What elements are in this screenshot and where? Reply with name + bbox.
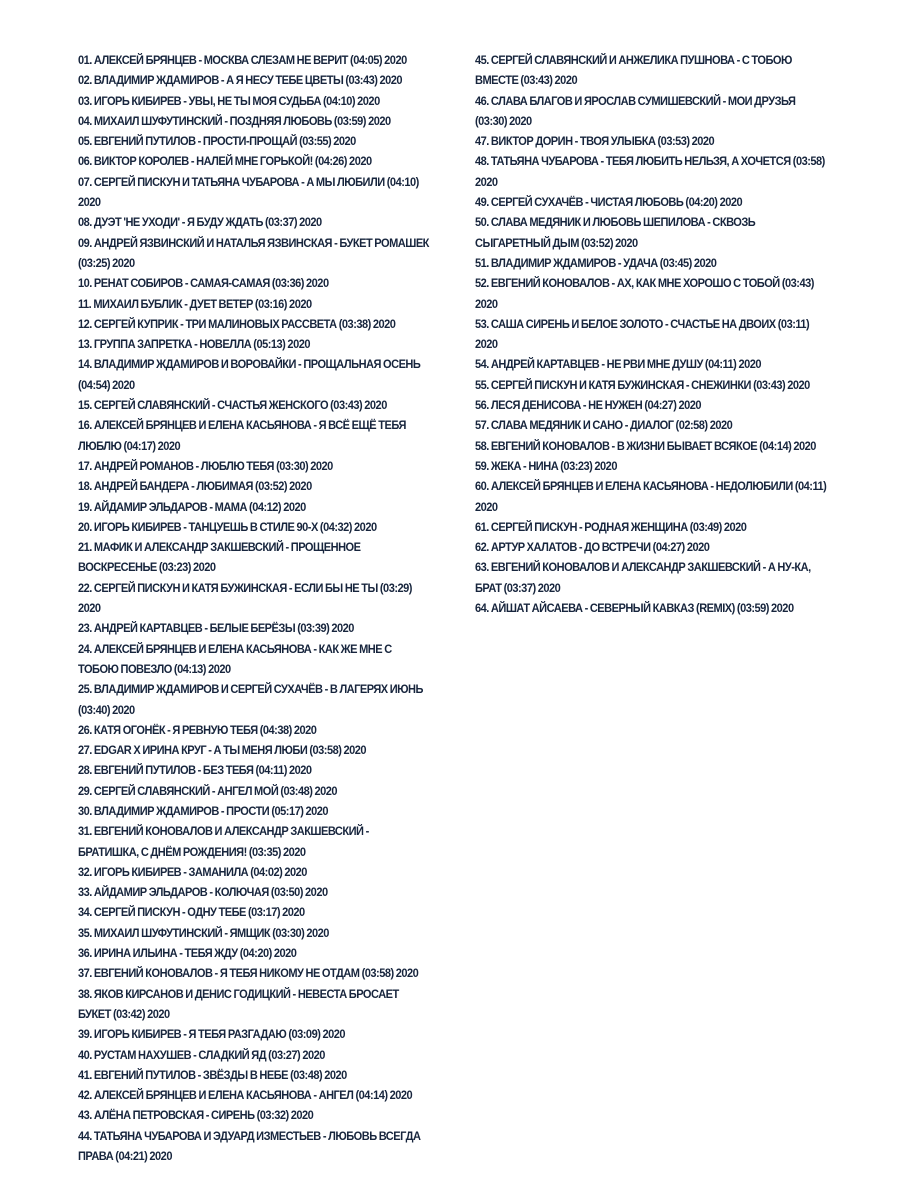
track-item: 46. СЛАВА БЛАГОВ И ЯРОСЛАВ СУМИШЕВСКИЙ - МОИ ДРУЗЬЯ (03:30) 2020	[475, 93, 796, 128]
track-item: 18. АНДРЕЙ БАНДЕРА - ЛЮБИМАЯ (03:52) 2020	[78, 479, 312, 494]
track-item: 60. АЛЕКСЕЙ БРЯНЦЕВ И ЕЛЕНА КАСЬЯНОВА - НЕДОЛЮБИЛИ (04:11) 2020	[475, 479, 827, 514]
track-item: 02. ВЛАДИМИР ЖДАМИРОВ - А Я НЕСУ ТЕБЕ ЦВЕТЫ (03:43) 2020	[78, 73, 403, 88]
track-item: 48. ТАТЬЯНА ЧУБАРОВА - ТЕБЯ ЛЮБИТЬ НЕЛЬЗЯ, А ХОЧЕТСЯ (03:58) 2020	[475, 154, 825, 189]
track-item: 50. СЛАВА МЕДЯНИК И ЛЮБОВЬ ШЕПИЛОВА - СКВОЗЬ СЫГАРЕТНЫЙ ДЫМ (03:52) 2020	[475, 215, 756, 250]
track-item: 51. ВЛАДИМИР ЖДАМИРОВ - УДАЧА (03:45) 2020	[475, 255, 717, 270]
track-item: 30. ВЛАДИМИР ЖДАМИРОВ - ПРОСТИ (05:17) 2020	[78, 803, 329, 818]
track-item: 17. АНДРЕЙ РОМАНОВ - ЛЮБЛЮ ТЕБЯ (03:30) 2020	[78, 458, 333, 473]
track-item: 10. РЕНАТ СОБИРОВ - САМАЯ-САМАЯ (03:36) 2020	[78, 276, 329, 291]
track-item: 59. ЖЕКА - НИНА (03:23) 2020	[475, 458, 617, 473]
track-item: 08. ДУЭТ 'НЕ УХОДИ' - Я БУДУ ЖДАТЬ (03:37) 2020	[78, 215, 322, 230]
track-item: 37. ЕВГЕНИЙ КОНОВАЛОВ - Я ТЕБЯ НИКОМУ НЕ ОТДАМ (03:58) 2020	[78, 966, 419, 981]
track-item: 43. АЛЁНА ПЕТРОВСКАЯ - СИРЕНЬ (03:32) 2020	[78, 1108, 314, 1123]
track-item: 44. ТАТЬЯНА ЧУБАРОВА И ЭДУАРД ИЗМЕСТЬЕВ - ЛЮБОВЬ ВСЕГДА ПРАВА (04:21) 2020	[78, 1128, 421, 1164]
track-item: 41. ЕВГЕНИЙ ПУТИЛОВ - ЗВЁЗДЫ В НЕБЕ (03:48) 2020	[78, 1067, 347, 1082]
track-item: 19. АЙДАМИР ЭЛЬДАРОВ - МАМА (04:12) 2020	[78, 499, 306, 514]
tracklist-left-column	[78, 50, 430, 1166]
track-item: 03. ИГОРЬ КИБИРЕВ - УВЫ, НЕ ТЫ МОЯ СУДЬБА (04:10) 2020	[78, 93, 380, 108]
track-item: 15. СЕРГЕЙ СЛАВЯНСКИЙ - СЧАСТЬЯ ЖЕНСКОГО (03:43) 2020	[78, 398, 387, 413]
track-item: 55. СЕРГЕЙ ПИСКУН И КАТЯ БУЖИНСКАЯ - СНЕЖИНКИ (03:43) 2020	[475, 377, 810, 392]
track-item: 63. ЕВГЕНИЙ КОНОВАЛОВ И АЛЕКСАНДР ЗАКШЕВСКИЙ - А НУ-КА, БРАТ (03:37) 2020	[475, 560, 811, 595]
track-item: 64. АЙШАТ АЙСАЕВА - СЕВЕРНЫЙ КАВКАЗ (REMIX) (03:59) 2020	[475, 601, 794, 616]
track-item: 26. КАТЯ ОГОНЁК - Я РЕВНУЮ ТЕБЯ (04:38) 2020	[78, 722, 317, 737]
track-item: 45. СЕРГЕЙ СЛАВЯНСКИЙ И АНЖЕЛИКА ПУШНОВА - С ТОБОЮ ВМЕСТЕ (03:43) 2020	[475, 53, 792, 88]
track-item: 33. АЙДАМИР ЭЛЬДАРОВ - КОЛЮЧАЯ (03:50) 2020	[78, 885, 328, 900]
track-item: 52. ЕВГЕНИЙ КОНОВАЛОВ - АХ, КАК МНЕ ХОРОШО С ТОБОЙ (03:43) 2020	[475, 276, 814, 311]
track-item: 13. ГРУППА ЗАПРЕТКА - НОВЕЛЛА (05:13) 2020	[78, 337, 310, 352]
track-item: 57. СЛАВА МЕДЯНИК И САНО - ДИАЛОГ (02:58) 2020	[475, 418, 733, 433]
track-item: 47. ВИКТОР ДОРИН - ТВОЯ УЛЫБКА (03:53) 2020	[475, 134, 715, 149]
track-item: 38. ЯКОВ КИРСАНОВ И ДЕНИС ГОДИЦКИЙ - НЕВЕСТА БРОСАЕТ БУКЕТ (03:42) 2020	[78, 986, 399, 1021]
track-item: 27. EDGAR X ИРИНА КРУГ - А ТЫ МЕНЯ ЛЮБИ (03:58) 2020	[78, 743, 367, 758]
track-item: 16. АЛЕКСЕЙ БРЯНЦЕВ И ЕЛЕНА КАСЬЯНОВА - Я ВСЁ ЕЩЁ ТЕБЯ ЛЮБЛЮ (04:17) 2020	[78, 418, 406, 453]
track-item: 40. РУСТАМ НАХУШЕВ - СЛАДКИЙ ЯД (03:27) 2020	[78, 1047, 325, 1062]
track-item: 49. СЕРГЕЙ СУХАЧЁВ - ЧИСТАЯ ЛЮБОВЬ (04:20) 2020	[475, 195, 743, 210]
track-item: 22. СЕРГЕЙ ПИСКУН И КАТЯ БУЖИНСКАЯ - ЕСЛИ БЫ НЕ ТЫ (03:29) 2020	[78, 580, 412, 616]
track-item: 42. АЛЕКСЕЙ БРЯНЦЕВ И ЕЛЕНА КАСЬЯНОВА - АНГЕЛ (04:14) 2020	[78, 1088, 413, 1103]
track-item: 32. ИГОРЬ КИБИРЕВ - ЗАМАНИЛА (04:02) 2020	[78, 864, 307, 879]
track-item: 06. ВИКТОР КОРОЛЕВ - НАЛЕЙ МНЕ ГОРЬКОЙ! (04:26) 2020	[78, 154, 372, 169]
track-item: 54. АНДРЕЙ КАРТАВЦЕВ - НЕ РВИ МНЕ ДУШУ (04:11) 2020	[475, 357, 761, 372]
track-item: 28. ЕВГЕНИЙ ПУТИЛОВ - БЕЗ ТЕБЯ (04:11) 2020	[78, 763, 312, 778]
track-item: 11. МИХАИЛ БУБЛИК - ДУЕТ ВЕТЕР (03:16) 2020	[78, 296, 312, 311]
track-item: 58. ЕВГЕНИЙ КОНОВАЛОВ - В ЖИЗНИ БЫВАЕТ ВСЯКОЕ (04:14) 2020	[475, 438, 816, 453]
track-item: 04. МИХАИЛ ШУФУТИНСКИЙ - ПОЗДНЯЯ ЛЮБОВЬ (03:59) 2020	[78, 113, 391, 128]
track-item: 34. СЕРГЕЙ ПИСКУН - ОДНУ ТЕБЕ (03:17) 2020	[78, 905, 305, 920]
tracklist-right-column	[475, 50, 827, 618]
track-item: 07. СЕРГЕЙ ПИСКУН И ТАТЬЯНА ЧУБАРОВА - А МЫ ЛЮБИЛИ (04:10) 2020	[78, 174, 419, 210]
track-item: 25. ВЛАДИМИР ЖДАМИРОВ И СЕРГЕЙ СУХАЧЁВ - В ЛАГЕРЯХ ИЮНЬ (03:40) 2020	[78, 682, 423, 717]
track-item: 62. АРТУР ХАЛАТОВ - ДО ВСТРЕЧИ (04:27) 2020	[475, 540, 710, 555]
track-item: 14. ВЛАДИМИР ЖДАМИРОВ И ВОРОВАЙКИ - ПРОЩАЛЬНАЯ ОСЕНЬ (04:54) 2020	[78, 357, 421, 392]
track-item: 35. МИХАИЛ ШУФУТИНСКИЙ - ЯМЩИК (03:30) 2020	[78, 925, 329, 940]
track-item: 21. МАФИК И АЛЕКСАНДР ЗАКШЕВСКИЙ - ПРОЩЕННОЕ ВОСКРЕСЕНЬЕ (03:23) 2020	[78, 540, 361, 575]
track-item: 01. АЛЕКСЕЙ БРЯНЦЕВ - МОСКВА СЛЕЗАМ НЕ ВЕРИТ (04:05) 2020	[78, 53, 407, 67]
track-item: 12. СЕРГЕЙ КУПРИК - ТРИ МАЛИНОВЫХ РАССВЕТА (03:38) 2020	[78, 316, 396, 331]
track-item: 31. ЕВГЕНИЙ КОНОВАЛОВ И АЛЕКСАНДР ЗАКШЕВСКИЙ - БРАТИШКА, С ДНЁМ РОЖДЕНИЯ! (03:35) 2020	[78, 824, 369, 859]
track-item: 05. ЕВГЕНИЙ ПУТИЛОВ - ПРОСТИ-ПРОЩАЙ (03:55) 2020	[78, 134, 356, 149]
track-item: 36. ИРИНА ИЛЬИНА - ТЕБЯ ЖДУ (04:20) 2020	[78, 946, 297, 961]
track-item: 39. ИГОРЬ КИБИРЕВ - Я ТЕБЯ РАЗГАДАЮ (03:09) 2020	[78, 1027, 346, 1042]
track-item: 23. АНДРЕЙ КАРТАВЦЕВ - БЕЛЫЕ БЕРЁЗЫ (03:39) 2020	[78, 621, 354, 636]
track-item: 61. СЕРГЕЙ ПИСКУН - РОДНАЯ ЖЕНЩИНА (03:49) 2020	[475, 519, 747, 534]
track-item: 53. САША СИРЕНЬ И БЕЛОЕ ЗОЛОТО - СЧАСТЬЕ НА ДВОИХ (03:11) 2020	[475, 316, 810, 352]
track-item: 29. СЕРГЕЙ СЛАВЯНСКИЙ - АНГЕЛ МОЙ (03:48) 2020	[78, 783, 338, 798]
track-item: 24. АЛЕКСЕЙ БРЯНЦЕВ И ЕЛЕНА КАСЬЯНОВА - КАК ЖЕ МНЕ С ТОБОЮ ПОВЕЗЛО (04:13) 2020	[78, 641, 392, 676]
track-item: 56. ЛЕСЯ ДЕНИСОВА - НЕ НУЖЕН (04:27) 2020	[475, 398, 702, 413]
track-item: 20. ИГОРЬ КИБИРЕВ - ТАНЦУЕШЬ В СТИЛЕ 90-Х (04:32) 2020	[78, 519, 377, 534]
track-item: 09. АНДРЕЙ ЯЗВИНСКИЙ И НАТАЛЬЯ ЯЗВИНСКАЯ - БУКЕТ РОМАШЕК (03:25) 2020	[78, 235, 429, 270]
